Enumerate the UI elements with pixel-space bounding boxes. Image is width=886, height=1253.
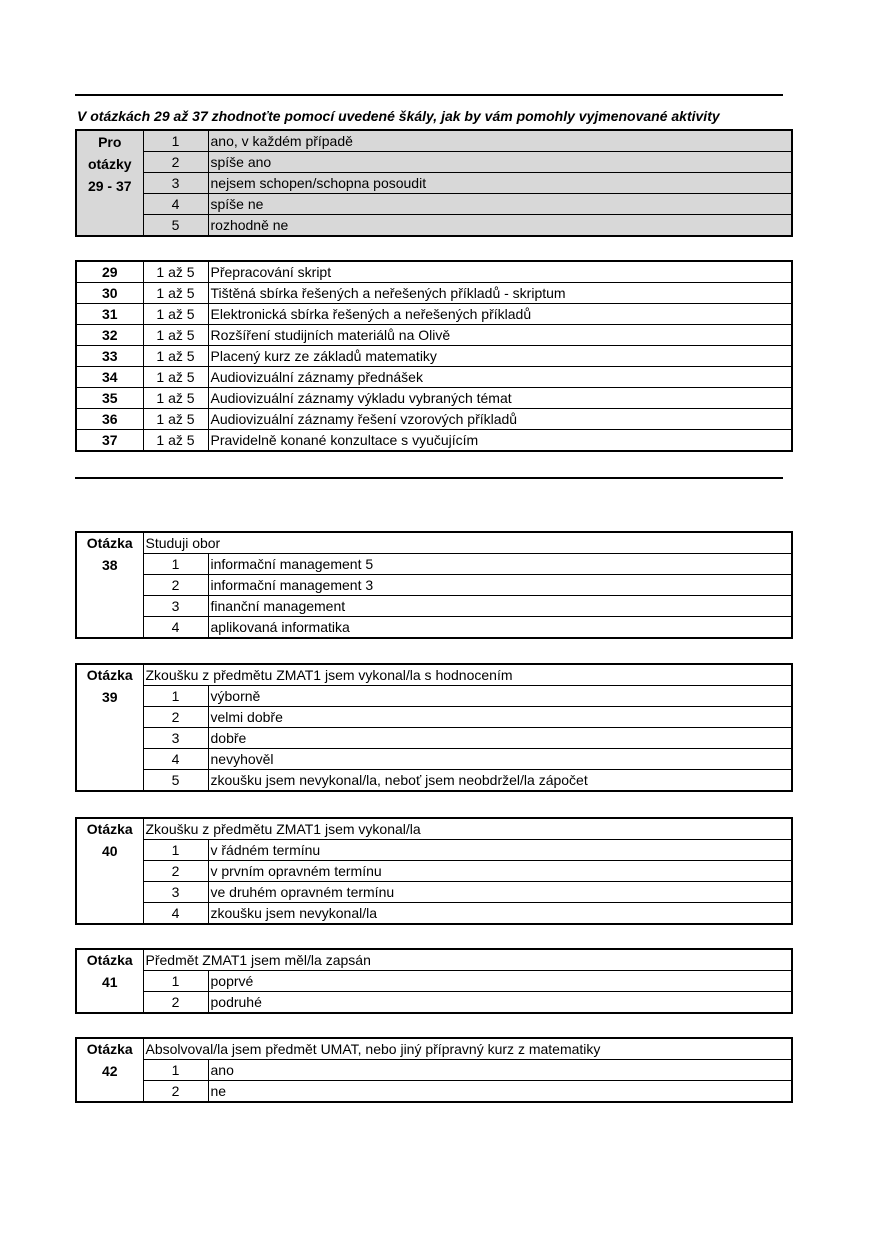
activity-text: Audiovizuální záznamy výkladu vybraných témat	[208, 388, 792, 409]
activity-question-number: 34	[76, 367, 143, 388]
answer-option-number: 2	[143, 861, 208, 882]
question-label-cell	[76, 664, 143, 791]
scale-row	[76, 152, 792, 173]
question-label-cell	[76, 818, 143, 924]
scale-option-text: spíše ano	[208, 152, 792, 173]
question-40-table	[75, 817, 793, 925]
answer-option-number: 5	[143, 770, 208, 792]
question-title: Absolvoval/la jsem předmět UMAT, nebo jiný přípravný kurz z matematiky	[143, 1038, 792, 1060]
activity-scale-range: 1 až 5	[143, 304, 208, 325]
answer-option-text: zkoušku jsem nevykonal/la	[208, 903, 792, 925]
scale-label	[76, 130, 143, 236]
activity-question-number: 36	[76, 409, 143, 430]
activity-scale-range: 1 až 5	[143, 367, 208, 388]
answer-option-text: zkoušku jsem nevykonal/la, neboť jsem neobdržel/la zápočet	[208, 770, 792, 792]
question-header-row	[76, 532, 792, 554]
answer-option-text: velmi dobře	[208, 707, 792, 728]
question-number: 38	[101, 557, 118, 573]
activity-question-number: 35	[76, 388, 143, 409]
answer-option-number: 3	[143, 728, 208, 749]
answer-option-number: 4	[143, 749, 208, 770]
scale-row	[76, 194, 792, 215]
answer-option-text: v prvním opravném termínu	[208, 861, 792, 882]
activity-text: Tištěná sbírka řešených a neřešených příkladů - skriptum	[208, 283, 792, 304]
scale-row	[76, 173, 792, 194]
activity-question-number: 33	[76, 346, 143, 367]
answer-option-number: 1	[143, 840, 208, 861]
answer-option-number: 2	[143, 992, 208, 1014]
answer-option-number: 1	[143, 554, 208, 575]
answer-option-text: ano	[208, 1060, 792, 1081]
activity-row	[76, 325, 792, 346]
activity-question-number: 30	[76, 283, 143, 304]
activity-text: Pravidelně konané konzultace s vyučujícím	[208, 430, 792, 452]
answer-option-text: ne	[208, 1081, 792, 1103]
question-header-row	[76, 1038, 792, 1060]
answer-option-text: finanční management	[208, 596, 792, 617]
scale-row	[76, 130, 792, 152]
activity-scale-range: 1 až 5	[143, 325, 208, 346]
question-header-row	[76, 664, 792, 686]
question-label-cell	[76, 532, 143, 638]
activity-row	[76, 346, 792, 367]
section-rule	[75, 477, 783, 479]
answer-option-number: 1	[143, 1060, 208, 1081]
scale-option-text: rozhodně ne	[208, 215, 792, 237]
activity-row	[76, 283, 792, 304]
scale-option-text: nejsem schopen/schopna posoudit	[208, 173, 792, 194]
activity-scale-range: 1 až 5	[143, 283, 208, 304]
answer-option-row	[76, 882, 792, 903]
answer-option-row	[76, 971, 792, 992]
question-label: Otázka	[86, 821, 133, 837]
question-41-table	[75, 948, 793, 1014]
activity-text: Přepracování skript	[208, 261, 792, 283]
answer-option-text: dobře	[208, 728, 792, 749]
answer-option-number: 3	[143, 882, 208, 903]
answer-option-row	[76, 903, 792, 925]
question-header-row	[76, 949, 792, 971]
scale-option-number: 3	[143, 173, 208, 194]
answer-option-number: 4	[143, 903, 208, 925]
scale-option-number: 1	[143, 130, 208, 152]
activity-text: Audiovizuální záznamy přednášek	[208, 367, 792, 388]
answer-option-row	[76, 1060, 792, 1081]
answer-option-text: aplikovaná informatika	[208, 617, 792, 639]
answer-option-row	[76, 861, 792, 882]
activity-scale-range: 1 až 5	[143, 346, 208, 367]
activity-scale-range: 1 až 5	[143, 261, 208, 283]
activity-text: Rozšíření studijních materiálů na Olivě	[208, 325, 792, 346]
answer-option-row	[76, 686, 792, 707]
scale-option-text: ano, v každém případě	[208, 130, 792, 152]
answer-option-text: nevyhověl	[208, 749, 792, 770]
scale-table	[75, 129, 793, 237]
question-number: 39	[101, 689, 118, 705]
question-label-cell	[76, 1038, 143, 1102]
answer-option-text: výborně	[208, 686, 792, 707]
activity-question-number: 31	[76, 304, 143, 325]
question-title: Zkoušku z předmětu ZMAT1 jsem vykonal/la	[143, 818, 792, 840]
activity-scale-range: 1 až 5	[143, 388, 208, 409]
activity-question-number: 32	[76, 325, 143, 346]
question-label: Otázka	[86, 667, 133, 683]
activity-scale-range: 1 až 5	[143, 430, 208, 452]
activity-row	[76, 409, 792, 430]
answer-option-number: 1	[143, 971, 208, 992]
scale-label-line: 29 - 37	[87, 178, 132, 194]
scale-option-number: 5	[143, 215, 208, 237]
activity-row	[76, 388, 792, 409]
question-title: Zkoušku z předmětu ZMAT1 jsem vykonal/la s hodnocením	[143, 664, 792, 686]
answer-option-text: podruhé	[208, 992, 792, 1014]
scale-row	[76, 215, 792, 237]
question-title: Studuji obor	[143, 532, 792, 554]
question-number: 42	[101, 1063, 118, 1079]
answer-option-row	[76, 575, 792, 596]
question-38-table	[75, 531, 793, 639]
answer-option-number: 2	[143, 575, 208, 596]
scale-label-line: Pro	[98, 134, 122, 150]
answer-option-number: 3	[143, 596, 208, 617]
answer-option-text: poprvé	[208, 971, 792, 992]
scale-option-number: 2	[143, 152, 208, 173]
question-42-table	[75, 1037, 793, 1103]
answer-option-row	[76, 554, 792, 575]
activity-row	[76, 430, 792, 452]
activities-table	[75, 260, 793, 452]
answer-option-text: informační management 5	[208, 554, 792, 575]
question-label: Otázka	[86, 535, 133, 551]
question-header-row	[76, 818, 792, 840]
activity-question-number: 29	[76, 261, 143, 283]
intro-text: V otázkách 29 až 37 zhodnoťte pomocí uvedené škály, jak by vám pomohly vyjmenované aktivity	[77, 108, 720, 124]
question-title: Předmět ZMAT1 jsem měl/la zapsán	[143, 949, 792, 971]
answer-option-text: informační management 3	[208, 575, 792, 596]
activity-text: Placený kurz ze základů matematiky	[208, 346, 792, 367]
activity-question-number: 37	[76, 430, 143, 452]
question-39-table	[75, 663, 793, 792]
activity-text: Elektronická sbírka řešených a neřešených příkladů	[208, 304, 792, 325]
question-number: 40	[101, 843, 118, 859]
answer-option-text: v řádném termínu	[208, 840, 792, 861]
answer-option-row	[76, 728, 792, 749]
top-rule	[75, 94, 783, 96]
answer-option-row	[76, 992, 792, 1014]
activity-text: Audiovizuální záznamy řešení vzorových příkladů	[208, 409, 792, 430]
answer-option-number: 2	[143, 707, 208, 728]
answer-option-row	[76, 749, 792, 770]
answer-option-row	[76, 707, 792, 728]
scale-option-number: 4	[143, 194, 208, 215]
answer-option-text: ve druhém opravném termínu	[208, 882, 792, 903]
answer-option-number: 4	[143, 617, 208, 639]
answer-option-row	[76, 596, 792, 617]
answer-option-row	[76, 770, 792, 792]
answer-option-number: 1	[143, 686, 208, 707]
question-label-cell	[76, 949, 143, 1013]
answer-option-row	[76, 617, 792, 639]
answer-option-row	[76, 1081, 792, 1103]
activity-row	[76, 261, 792, 283]
scale-label-line: otázky	[87, 156, 132, 172]
question-label: Otázka	[86, 952, 133, 968]
question-number: 41	[101, 974, 118, 990]
scale-option-text: spíše ne	[208, 194, 792, 215]
answer-option-row	[76, 840, 792, 861]
activity-scale-range: 1 až 5	[143, 409, 208, 430]
answer-option-number: 2	[143, 1081, 208, 1103]
activity-row	[76, 304, 792, 325]
activity-row	[76, 367, 792, 388]
question-label: Otázka	[86, 1041, 133, 1057]
